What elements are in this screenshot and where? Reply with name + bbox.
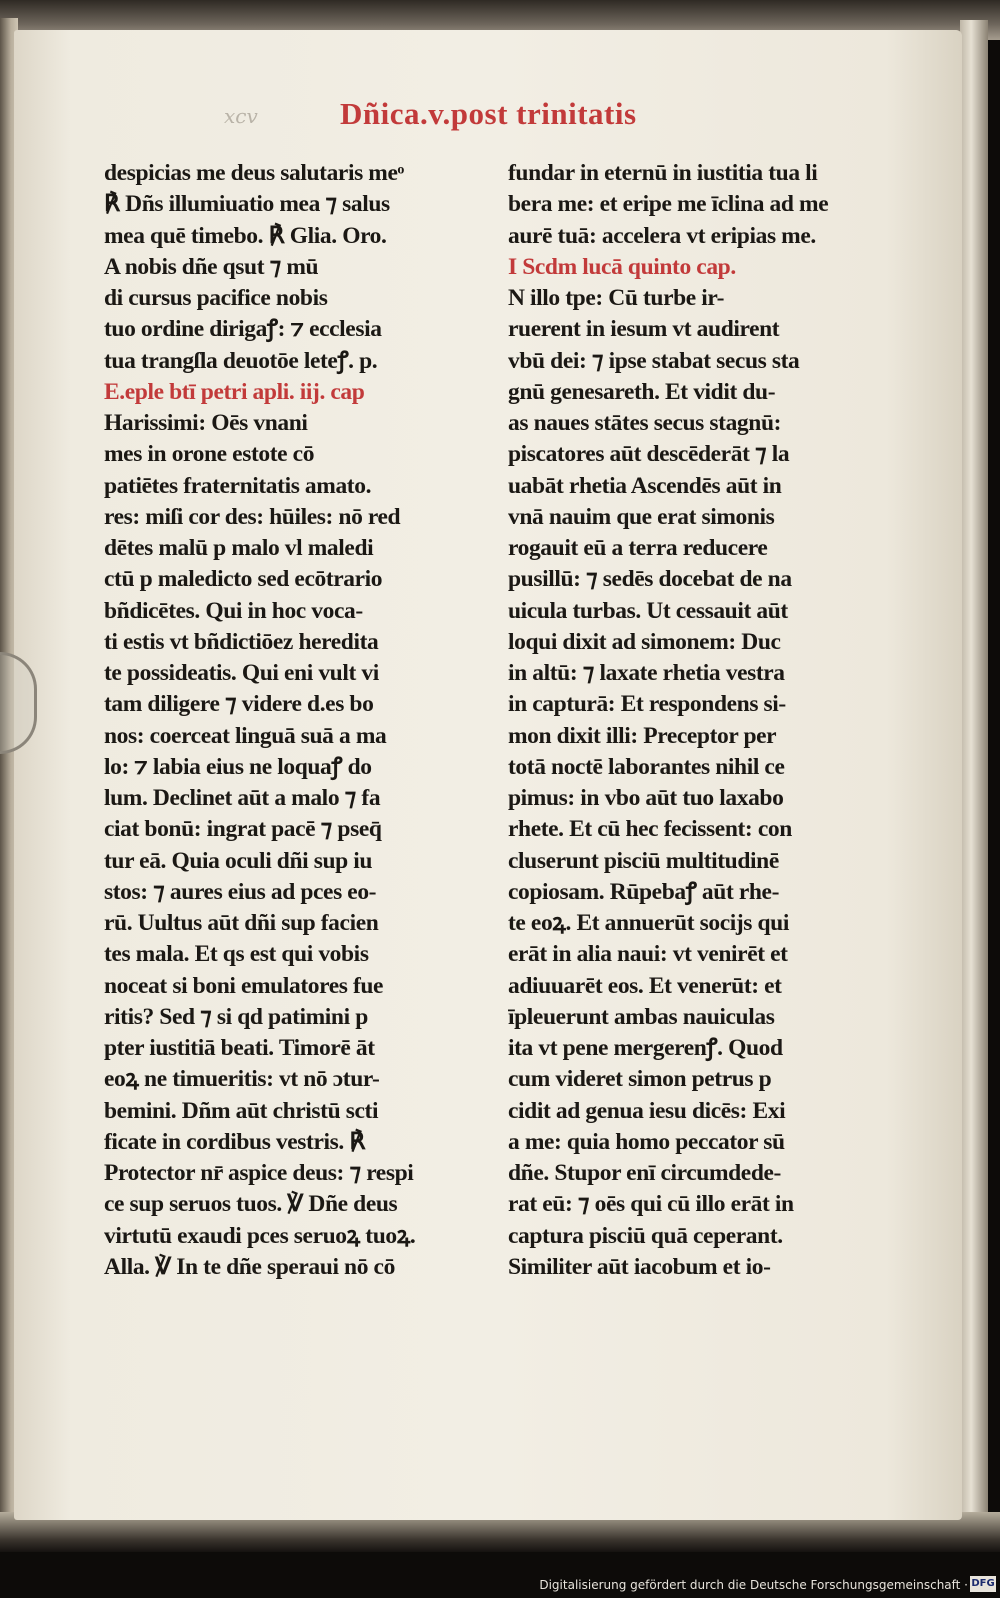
text-line: mon dixit illi: Preceptor per	[508, 722, 777, 749]
text-line: in altū: ⁊ laxate rhetia vestra	[508, 660, 785, 686]
text-line: bñdicētes. Qui in hoc voca-	[104, 597, 363, 624]
text-line: loqui dixit ad simonem: Duc	[508, 628, 781, 655]
text-line: ciat bonū: ingrat pacē ⁊ pseq̄	[104, 816, 382, 843]
text-line: in capturā: Et respondens si-	[508, 691, 786, 718]
text-line: Alla. ℣ In te dñe speraui nō cō	[104, 1253, 395, 1280]
text-line: dētes malū p malo vl maledi	[104, 535, 374, 561]
text-line: res: miſi cor des: hūiles: nō red	[104, 503, 401, 530]
text-line: ritis? Sed ⁊ si qd patimini p	[104, 1003, 368, 1030]
text-line: ℟ Dñs illumiuatio mea ⁊ salus	[104, 191, 390, 218]
text-line: tuo ordine dirigaꝭ: ⁊ ecclesia	[104, 316, 382, 343]
text-line: ce sup seruos tuos. ℣ Dñe deus	[104, 1191, 398, 1218]
folio-number: xcv	[224, 104, 258, 128]
text-line: as naues stātes secus stagnū:	[508, 410, 782, 436]
text-line: gnū genesareth. Et vidit du-	[508, 378, 776, 405]
text-line: piscatores aūt descēderāt ⁊ la	[508, 441, 790, 468]
text-line: tur eā. Quia oculi dñi sup iu	[104, 847, 373, 874]
text-line: bera me: et eripe me īclina ad me	[508, 191, 829, 218]
text-line: totā noctē laborantes nihil ce	[508, 753, 785, 780]
text-line: tua trangſla deuotōe leteꝭ. p.	[104, 347, 378, 374]
text-line: bemini. Dñm aūt christū scti	[104, 1097, 379, 1124]
text-line: rū. Uultus aūt dñi sup facien	[104, 910, 379, 936]
dfg-logo: DFG	[970, 1576, 996, 1592]
text-line: rogauit eū a terra reducere	[508, 535, 768, 561]
text-line: ita vt pene mergerenꝭ. Quod	[508, 1035, 783, 1061]
text-line: virtutū exaudi pces seruoꝝ tuoꝝ.	[104, 1222, 416, 1249]
text-line: eoꝝ ne timueritis: vt nō ɔtur-	[104, 1066, 380, 1093]
text-line: stos: ⁊ aures eius ad pces eo-	[104, 878, 377, 905]
text-line: cum videret simon petrus p	[508, 1066, 772, 1093]
text-line: A nobis dñe qsut ⁊ mū	[104, 253, 319, 280]
text-line: Similiter aūt iacobum et io-	[508, 1253, 771, 1280]
text-line: nos: coerceat linguā suā a ma	[104, 722, 387, 749]
text-line: I Scdm lucā quinto cap.	[508, 253, 736, 280]
text-line: E.eple btī petri apli. iij. cap	[104, 378, 365, 405]
text-line: erāt in alia naui: vt venirēt et	[508, 941, 788, 968]
text-line: lo: ⁊ labia eius ne loquaꝭ do	[104, 753, 372, 780]
text-line: vbū dei: ⁊ ipse stabat secus sta	[508, 347, 800, 374]
text-line: cluserunt pisciū multitudinē	[508, 847, 779, 874]
text-line: pter iustitiā beati. Timorē āt	[104, 1035, 375, 1061]
text-line: vnā nauim que erat simonis	[508, 503, 775, 530]
text-line: ti estis vt bñdictiōez heredita	[104, 628, 379, 655]
text-line: te possideatis. Qui eni vult vi	[104, 660, 379, 686]
text-line: ctū p maledicto sed ecōtrario	[104, 566, 383, 593]
text-line: noceat si boni emulatores fue	[104, 972, 384, 999]
text-line: uabāt rhetia Ascendēs aūt in	[508, 472, 782, 499]
text-line: copiosam. Rūpebaꝭ aūt rhe-	[508, 878, 780, 905]
text-line: cidit ad genua iesu dicēs: Exi	[508, 1097, 786, 1124]
text-line: tes mala. Et qs est qui vobis	[104, 941, 369, 968]
text-line: captura pisciū quā ceperant.	[508, 1222, 783, 1249]
text-line: dñe. Stupor enī circumdede-	[508, 1160, 781, 1186]
text-line: Harissimi: Oēs vnani	[104, 410, 308, 436]
digitization-credit: Digitalisierung gefördert durch die Deutsche Forschungsgemeinschaft ·	[539, 1578, 968, 1592]
text-line: te eoꝝ. Et annuerūt socijs qui	[508, 910, 789, 936]
text-line: a me: quia homo peccator sū	[508, 1128, 785, 1155]
text-line: ficate in cordibus vestris. ℟	[104, 1128, 365, 1155]
text-line: rat eū: ⁊ oēs qui cū illo erāt in	[508, 1191, 794, 1218]
text-line: N illo tpe: Cū turbe ir-	[508, 285, 725, 311]
text-line: mes in orone estote cō	[104, 441, 315, 468]
text-line: adiuuarēt eos. Et venerūt: et	[508, 972, 782, 999]
text-line: lum. Declinet aūt a malo ⁊ fa	[104, 785, 381, 811]
text-line: patiētes fraternitatis amato.	[104, 472, 372, 499]
text-line: ruerent in iesum vt audirent	[508, 316, 780, 343]
text-line: aurē tuā: accelera vt eripias me.	[508, 222, 816, 249]
right-column	[508, 158, 900, 1283]
text-line: di cursus pacifice nobis	[104, 285, 328, 311]
text-line: pusillū: ⁊ sedēs docebat de na	[508, 566, 792, 593]
text-line: uicula turbas. Ut cessauit aūt	[508, 597, 788, 624]
left-column	[104, 158, 504, 1283]
page-title: Dñica.v.post trinitatis	[340, 96, 637, 131]
text-line: Protector nr̄ aspice deus: ⁊ respi	[104, 1160, 414, 1186]
text-line: rhete. Et cū hec fecissent: con	[508, 816, 792, 843]
text-line: despicias me deus salutaris meᵒ	[104, 160, 404, 186]
text-line: tam diligere ⁊ videre d.es bo	[104, 691, 374, 718]
text-line: mea quē timebo. ℟ Glia. Oro.	[104, 222, 387, 249]
text-line: fundar in eternū in iustitia tua li	[508, 160, 818, 186]
book-right-edge	[960, 20, 988, 1530]
text-line: pimus: in vbo aūt tuo laxabo	[508, 785, 784, 811]
text-line: īpleuerunt ambas nauiculas	[508, 1003, 775, 1030]
